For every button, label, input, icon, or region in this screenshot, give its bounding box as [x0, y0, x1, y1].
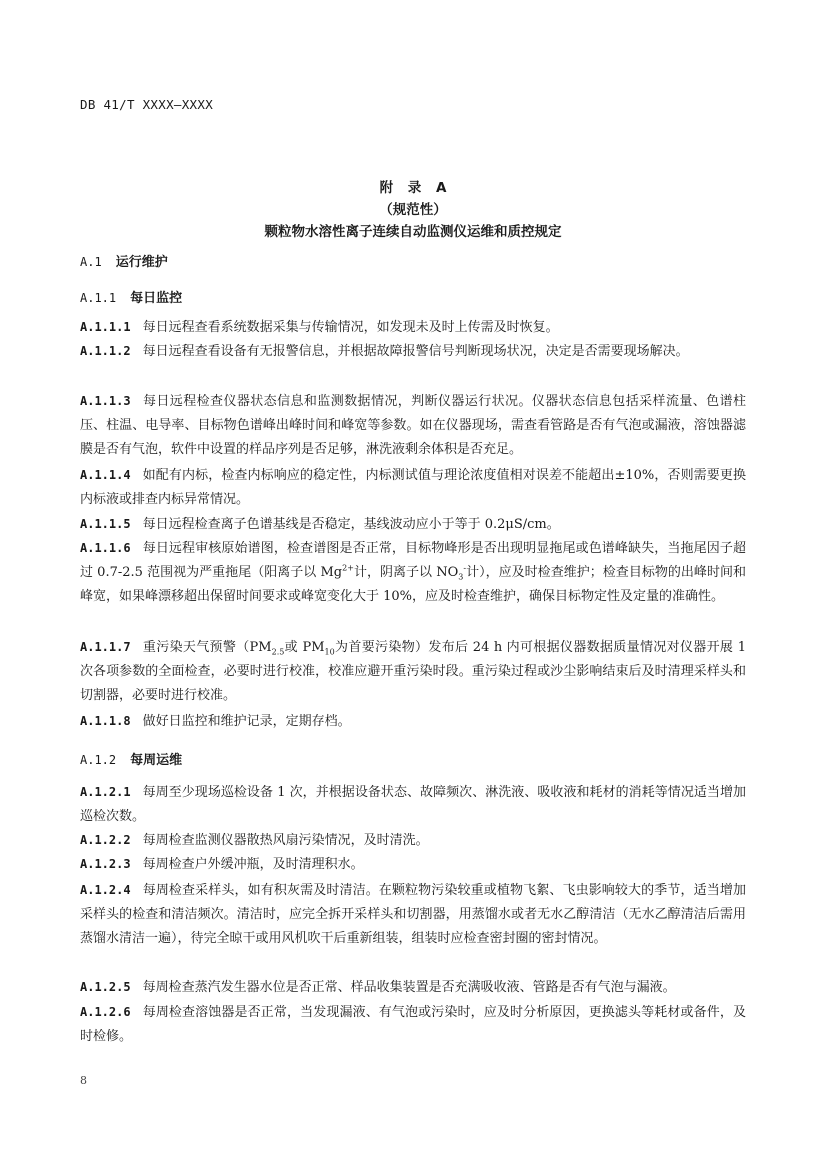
clause-a116 [80, 536, 746, 610]
section-title: 运行维护 [115, 255, 168, 270]
clause-number: A.1.1.1 [80, 320, 131, 334]
appendix-type: （规范性） [379, 202, 447, 218]
clause-a126 [80, 1000, 746, 1049]
clause-a121 [80, 780, 746, 829]
appendix-title: 颗粒物水溶性离子连续自动监测仪运维和质控规定 [264, 224, 562, 240]
section-number: A.1.2 [80, 753, 117, 767]
clause-number: A.1.1.3 [80, 394, 131, 408]
clause-a123 [80, 852, 746, 877]
clause-number: A.1.1.6 [80, 541, 131, 555]
clause-text: 或 PM [284, 640, 325, 655]
section-number: A.1 [80, 255, 102, 269]
subscript: 3 [458, 572, 464, 582]
document-code: DB 41/T XXXX—XXXX [80, 97, 214, 112]
section-number: A.1.1 [80, 291, 117, 305]
clause-number: A.1.1.8 [80, 714, 131, 728]
clause-a112 [80, 339, 746, 364]
clause-number: A.1.2.1 [80, 785, 131, 799]
clause-a111 [80, 315, 746, 340]
clause-a124 [80, 878, 746, 952]
superscript: 2+ [342, 563, 354, 573]
clause-text: 每日远程检查离子色谱基线是否稳定，基线波动应小于等于 0.2μS/cm。 [142, 517, 560, 532]
section-heading-a11 [80, 287, 182, 306]
clause-text: 重污染天气预警（PM [142, 640, 272, 655]
clause-text: 每周至少现场巡检设备 1 次，并根据设备状态、故障频次、淋洗液、吸收液和耗材的消耗等情况适当增加巡检次数。 [80, 785, 746, 825]
clause-text: 每日远程审核原始谱图，检查谱图是否正常，目标物峰形是否出现明显拖尾或色谱峰缺失，当拖尾因子超过 0.7-2.5 范围视为严重拖尾（阳离子以 Mg [80, 541, 746, 581]
clause-number: A.1.2.3 [80, 857, 131, 871]
clause-a114 [80, 463, 746, 512]
page-number: 8 [80, 1074, 87, 1087]
clause-a113 [80, 389, 746, 463]
clause-a117 [80, 635, 746, 709]
clause-a118 [80, 709, 746, 734]
clause-text: 计），应及时检查维护；检查目标物的出峰时间和峰宽，如果峰漂移超出保留时间要求或峰宽变化大于 10%，应及时检查维护，确保目标物定性及定量的准确性。 [80, 565, 746, 605]
clause-a125 [80, 975, 746, 1000]
clause-text: 每日远程查看系统数据采集与传输情况，如发现未及时上传需及时恢复。 [142, 320, 559, 335]
clause-text: 每周检查蒸汽发生器水位是否正常、样品收集装置是否充满吸收液、管路是否有气泡与漏液。 [142, 980, 676, 995]
clause-number: A.1.2.5 [80, 980, 131, 994]
clause-a122 [80, 828, 746, 853]
section-title: 每日监控 [130, 291, 183, 306]
clause-text: 每周检查溶蚀器是否正常，当发现漏液、有气泡或污染时，应及时分析原因，更换滤头等耗材或备件，及时检修。 [80, 1005, 746, 1045]
clause-text: 每周检查户外缓冲瓶，及时清理积水。 [142, 857, 364, 872]
superscript: - [463, 563, 467, 573]
clause-text: 每日远程查看设备有无报警信息，并根据故障报警信号判断现场状况，决定是否需要现场解决。 [142, 344, 689, 359]
clause-number: A.1.1.5 [80, 517, 131, 531]
section-title: 每周运维 [130, 753, 183, 768]
appendix-label: 附 录 A [379, 180, 447, 196]
clause-number: A.1.2.4 [80, 883, 131, 897]
clause-text: 每周检查采样头，如有积灰需及时清洁。在颗粒物污染较重或植物飞絮、飞虫影响较大的季节，适当增加采样头的检查和清洁频次。清洁时，应完全拆开采样头和切割器，用蒸馏水或者无水乙醇清洁（无水乙醇清洁后需用蒸馏水清洁一遍），待完全晾干或用风机吹干后重新组装，组装时应检查密封圈的密封情况。 [80, 883, 746, 947]
clause-number: A.1.2.6 [80, 1005, 131, 1019]
clause-text: 每日远程检查仪器状态信息和监测数据情况，判断仪器运行状况。仪器状态信息包括采样流量、色谱柱压、柱温、电导率、目标物色谱峰出峰时间和峰宽等参数。如在仪器现场，需查看管路是否有气泡或漏液，溶蚀器滤膜是否有气泡，软件中设置的样品序列是否足够，淋洗液剩余体积是否充足。 [80, 394, 746, 458]
clause-number: A.1.1.2 [80, 344, 131, 358]
clause-a115 [80, 512, 746, 537]
clause-text: 每周检查监测仪器散热风扇污染情况，及时清洗。 [142, 833, 429, 848]
subscript: 2.5 [271, 647, 285, 657]
section-heading-a1 [80, 251, 168, 270]
clause-number: A.1.2.2 [80, 833, 131, 847]
clause-text: 为首要污染物）发布后 24 h 内可根据仪器数据质量情况对仪器开展 1 次各项参数的全面检查，必要时进行校准，校准应避开重污染时段。重污染过程或沙尘影响结束后及时清理采样头和切割器，必要时进行校准。 [80, 640, 746, 704]
clause-number: A.1.1.4 [80, 468, 131, 482]
clause-text: 计，阴离子以 NO [353, 565, 459, 581]
clause-number: A.1.1.7 [80, 640, 131, 654]
subscript: 10 [324, 647, 335, 657]
clause-text: 如配有内标，检查内标响应的稳定性，内标测试值与理论浓度值相对误差不能超出±10%，否则需要更换内标液或排查内标异常情况。 [80, 468, 746, 508]
clause-text: 做好日监控和维护记录，定期存档。 [142, 714, 351, 729]
section-heading-a12 [80, 749, 182, 768]
